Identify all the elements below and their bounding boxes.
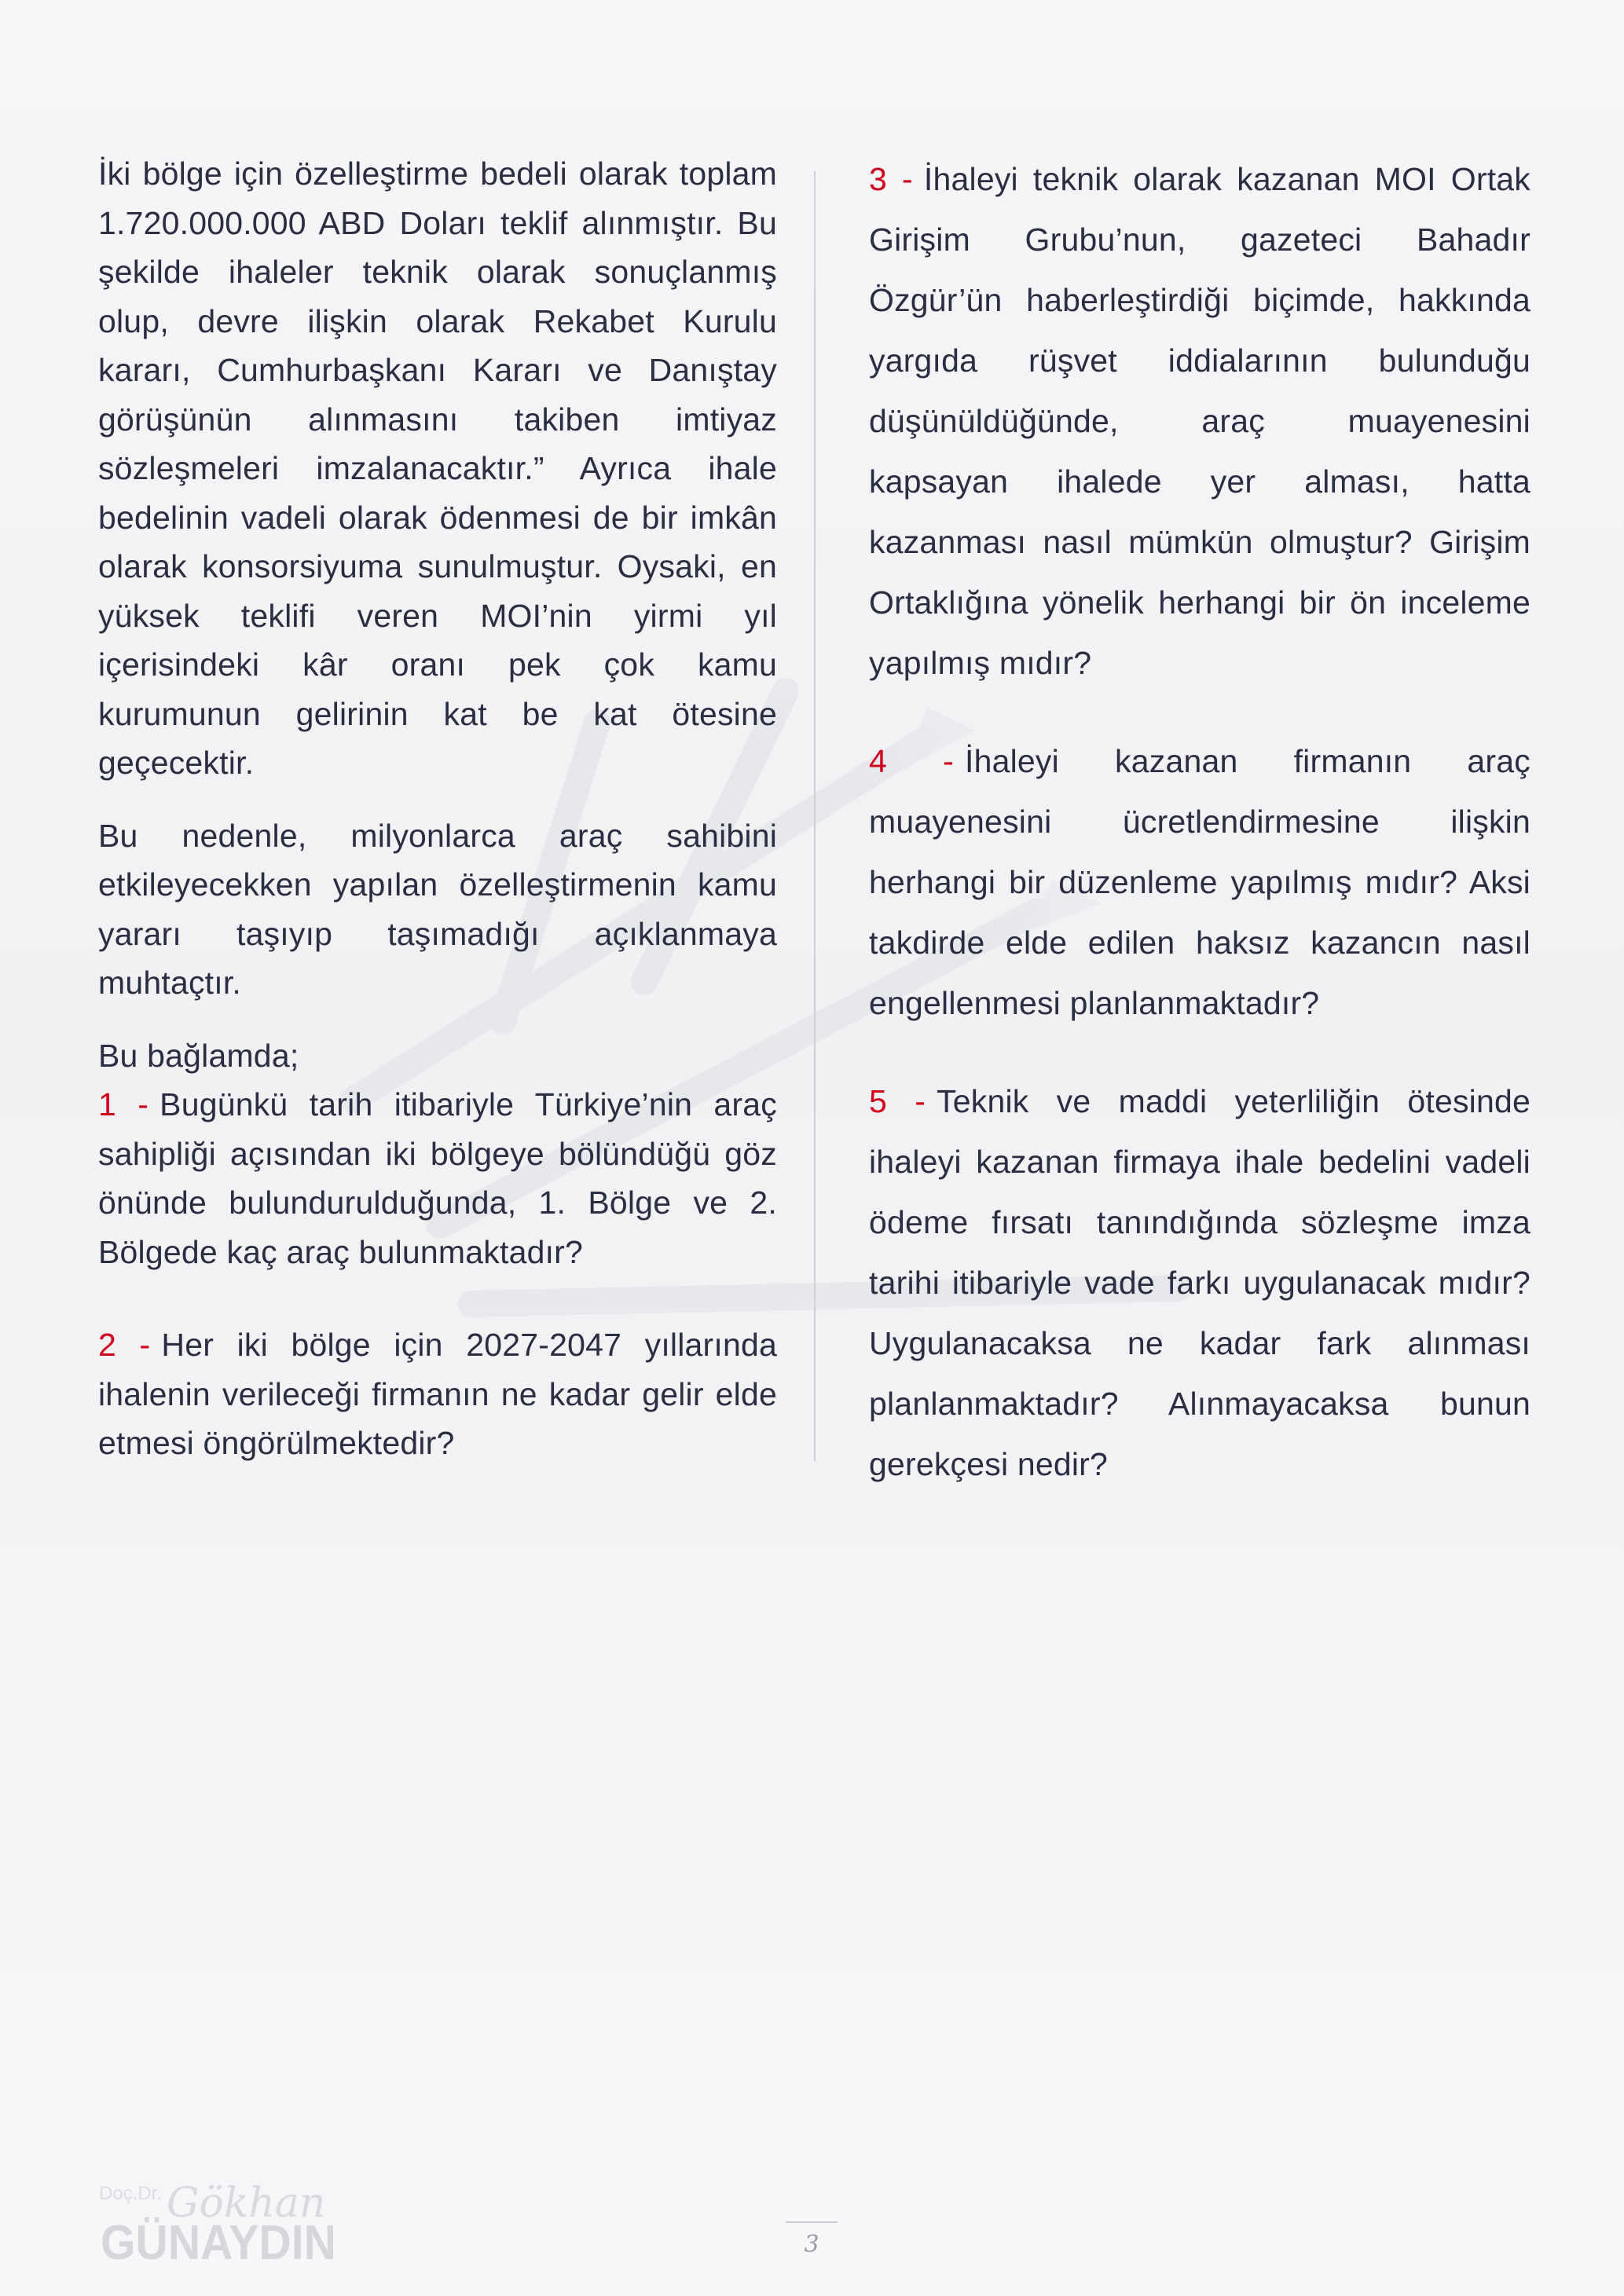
question-number: 5 - [869,1083,926,1119]
left-column [98,149,777,1468]
question-number: 3 - [869,161,913,197]
question-text: İhaleyi teknik olarak kazanan MOI Ortak Girişim Grubu’nun, gazeteci Bahadır Özgür’ün haberleştirdiği biçimde, hakkında yargıda rüşvet iddialarının bulunduğu düşünüldüğünde, araç muayenesini kapsayan ihalede yer alması, hatta kazanması nasıl mümkün olmuştur? Girişim Ortaklığına yönelik herhangi bir ön inceleme yapılmış mıdır? [869,161,1531,681]
question-item [869,731,1531,1034]
question-text: Her iki bölge için 2027-2047 yıllarında ihalenin verileceği firmanın ne kadar gelir elde etmesi öngörülmektedir? [98,1327,777,1461]
question-item [869,1071,1531,1495]
right-column [869,149,1531,1495]
question-text: İhaleyi kazanan firmanın araç muayenesini ücretlendirmesine ilişkin herhangi bir düzenleme yapılmış mıdır? Aksi takdirde elde edilen haksız kazancın nasıl engellenmesi planlanmaktadır? [869,743,1531,1021]
signature-first-name: Gökhan [167,2180,326,2227]
question-number: 2 - [98,1327,151,1363]
question-number: 4 - [869,743,954,779]
body-paragraph: İki bölge için özelleştirme bedeli olarak toplam 1.720.000.000 ABD Doları teklif alınmıştır. Bu şekilde ihaleler teknik olarak sonuçlanmış olup, devre ilişkin olarak Rekabet Kurulu kararı, Cumhurbaşkanı Kararı ve Danıştay görüşünün alınmasını takiben imtiyaz sözleşmeleri imzalanacaktır.” Ayrıca ihale bedelinin vadeli olarak ödenmesi de bir imkân olarak konsorsiyuma sunulmuştur. Oysaki, en yüksek teklifi veren MOI’nin yirmi yıl içerisindeki kâr oranı pek çok kamu kurumunun gelirinin kat be kat ötesine geçecektir. [98,156,777,781]
question-text: Bugünkü tarih itibariyle Türkiye’nin araç sahipliği açısından iki bölgeye bölündüğü göz önünde bulundurulduğunda, 1. Bölge ve 2. Bölgede kaç araç bulunmaktadır? [98,1086,777,1270]
question-item [98,1320,777,1468]
column-divider [814,171,816,1461]
body-paragraph: Bu bağlamda; [98,1037,299,1074]
question-text: Teknik ve maddi yeterliliğin ötesinde ihaleyi kazanan firmaya ihale bedelini vadeli ödeme fırsatı tanındığında sözleşme imza tarihi itibariyle vade farkı uygulanacak mıdır? Uygulanacaksa ne kadar fark alınması planlanmaktadır? Alınmayacaksa bunun gerekçesi nedir? [869,1083,1531,1482]
page-number: 3 [804,2231,819,2258]
question-number: 1 - [98,1086,149,1122]
question-item [98,1080,777,1276]
signature-surname: GÜNAYDIN [101,2216,336,2269]
signature-logo [94,2159,346,2269]
signature-title: Doç.Dr. [99,2183,163,2204]
question-item [869,149,1531,694]
body-paragraph: Bu nedenle, milyonlarca araç sahibini etkileyecekken yapılan özelleştirmenin kamu yararı taşıyıp taşımadığı açıklanmaya muhtaçtır. [98,817,777,1001]
footer-rule [786,2221,838,2223]
